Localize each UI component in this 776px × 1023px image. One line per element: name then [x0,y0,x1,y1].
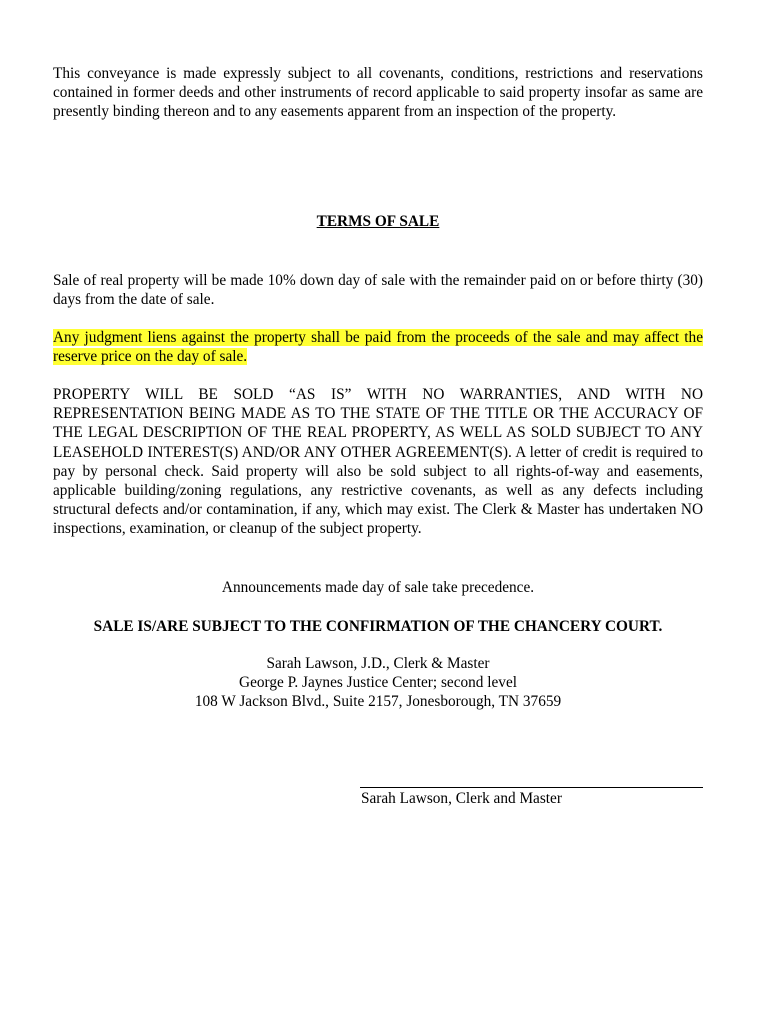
announcements-note: Announcements made day of sale take precedence. [221,579,535,596]
signature-line [360,787,703,788]
conveyance-paragraph: This conveyance is made expressly subject to all covenants, conditions, restrictions and reservations contained in former deeds and other instruments of record applicable to said property insofar as same are presently binding thereon and to any easements apparent from an inspection of the property. [53,65,703,121]
clerk-address-block [53,654,703,712]
judgment-liens-paragraph [53,328,703,366]
as-is-disclaimer-paragraph: PROPERTY WILL BE SOLD “AS IS” WITH NO WARRANTIES, AND WITH NO REPRESENTATION BEING MADE AS TO THE STATE OF THE TITLE OR THE ACCURACY OF THE LEGAL DESCRIPTION OF THE REAL PROPERTY, AS WELL AS SOLD SUBJECT TO ANY LEASEHOLD INTEREST(S) AND/OR ANY OTHER AGREEMENT(S). A letter of credit is required to pay by personal check. Said property will also be sold subject to all rights-of-way and easements, applicable building/zoning regulations, any restrictive covenants, as well as any defects including structural defects and/or contamination, if any, which may exist. The Clerk & Master has undertaken NO inspections, examination, or cleanup of the subject property. [53,386,703,538]
payment-terms-paragraph: Sale of real property will be made 10% down day of sale with the remainder paid on or before thirty (30) days from the date of sale. [53,272,703,309]
address-line-3: 108 W Jackson Blvd., Suite 2157, Jonesborough, TN 37659 [194,693,562,711]
signature-name: Sarah Lawson, Clerk and Master [361,790,562,807]
court-confirmation-notice: SALE IS/ARE SUBJECT TO THE CONFIRMATION OF THE CHANCERY COURT. [93,618,663,635]
address-line-2: George P. Jaynes Justice Center; second level [239,674,517,692]
address-line-1: Sarah Lawson, J.D., Clerk & Master [266,655,490,672]
highlighted-text: Any judgment liens against the property shall be paid from the proceeds of the sale and may affect the reserve price on the day of sale. [53,329,703,366]
terms-of-sale-heading: TERMS OF SALE [316,213,440,230]
